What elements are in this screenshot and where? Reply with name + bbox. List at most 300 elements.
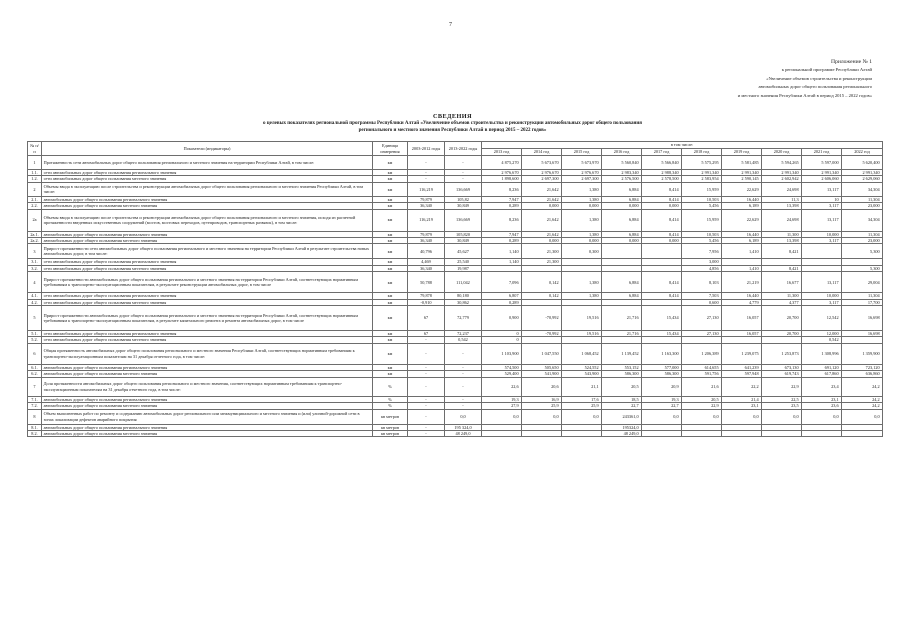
row-unit: км (373, 293, 408, 299)
row-name: сети автомобильных дорог общего пользования регионального значения (42, 331, 373, 337)
row-period-2: 72,237 (445, 331, 482, 337)
row-number: 6.1. (28, 364, 42, 370)
row-year-value: 1 103,900 (482, 343, 522, 364)
row-year-value: 2 991,340 (722, 170, 762, 176)
row-year-value: 24,2 (842, 403, 883, 409)
row-year-value: 1,140 (482, 244, 522, 259)
row-year-value: 0,000 (562, 238, 602, 244)
row-year-value: 3,117 (802, 238, 842, 244)
table-row (28, 377, 883, 396)
row-name: автомобильных дорог общего пользования местного значения (42, 371, 373, 377)
header-year: 2022 год (842, 149, 883, 156)
row-year-value: 11,304 (842, 293, 883, 299)
row-year-value: 0,000 (562, 203, 602, 209)
header-unit: Единица измерения (373, 142, 408, 156)
header-year: 2014 год (522, 149, 562, 156)
row-year-value: 1 308,996 (802, 343, 842, 364)
row-name: автомобильных дорог общего пользования местного значения (42, 238, 373, 244)
row-period-1: 50,788 (408, 272, 445, 293)
header-year: 2019 год (722, 149, 762, 156)
row-year-value: 15,959 (682, 182, 722, 196)
row-year-value: 22,9 (762, 377, 802, 396)
row-year-value: 21,716 (602, 331, 642, 337)
row-year-value: 10,000 (802, 293, 842, 299)
row-year-value: 12,542 (802, 306, 842, 331)
row-year-value: 529,400 (482, 371, 522, 377)
row-year-value: 4 875,270 (482, 156, 522, 170)
row-year-value: 8,236 (482, 209, 522, 231)
row-year-value: 5 560,840 (602, 156, 642, 170)
row-year-value: 0 (482, 337, 522, 343)
row-year-value: 0,000 (522, 238, 562, 244)
row-year-value: 23,5 (762, 403, 802, 409)
row-year-value: 597,948 (722, 371, 762, 377)
row-period-1: 40,796 (408, 244, 445, 259)
document-title: СВЕДЕНИЯ (432, 113, 473, 120)
row-year-value (762, 430, 802, 436)
row-year-value: 7,947 (482, 196, 522, 202)
row-year-value: 0,289 (482, 299, 522, 305)
row-number: 6 (28, 343, 42, 364)
row-unit: кв метров (373, 409, 408, 424)
document-subtitle-line: о целевых показателях региональной программы Республики Алтай «Увеличение объемов строительства и реконструкции автомобильных дорог общего пользования (263, 121, 642, 126)
row-name: автомобильных дорог общего пользования местного значения (42, 430, 373, 436)
row-year-value: 5 597,000 (802, 156, 842, 170)
row-unit: % (373, 377, 408, 396)
row-year-value: 3,117 (802, 299, 842, 305)
row-year-value: 5 581,485 (722, 156, 762, 170)
row-period-2: 30,849 (445, 238, 482, 244)
row-period-1: - (408, 430, 445, 436)
row-year-value: 6,189 (722, 203, 762, 209)
row-period-1: 67 (408, 306, 445, 331)
row-year-value: 1 206,389 (682, 343, 722, 364)
row-name: автомобильных дорог общего пользования регионального значения (42, 364, 373, 370)
row-year-value: 0,0 (562, 409, 602, 424)
row-year-value: 4,377 (762, 299, 802, 305)
row-period-2: 136,669 (445, 182, 482, 196)
row-number: 7.2. (28, 403, 42, 409)
header-year: 2015 год (562, 149, 602, 156)
row-year-value: 0,000 (602, 238, 642, 244)
row-period-2: - (445, 403, 482, 409)
row-year-value: 5,300 (842, 265, 883, 271)
row-period-1: 36,340 (408, 238, 445, 244)
row-year-value: 2 988,340 (642, 170, 682, 176)
appendix-line: «Увеличение объемов строительства и реконструкции (766, 75, 872, 81)
row-year-value: 21,300 (522, 259, 562, 265)
row-year-value: 1 359,900 (842, 343, 883, 364)
row-unit: км (373, 306, 408, 331)
row-year-value: 15,959 (682, 209, 722, 231)
document-heading (140, 113, 765, 134)
row-year-value: -70,992 (522, 331, 562, 337)
row-year-value: 2 976,670 (562, 170, 602, 176)
row-year-value: 1 253,873 (762, 343, 802, 364)
row-name: Доля протяженности автомобильных дорог общего пользования регионального и местного значения, соответствующих нормативным требованиям к транспортно-эксплуатационным показателям на 31 декабря отчетного года, в том числе: (42, 377, 373, 396)
row-year-value: 6,884 (602, 209, 642, 231)
row-period-2: 19,987 (445, 265, 482, 271)
row-period-1: 79,878 (408, 293, 445, 299)
row-period-2: 30,849 (445, 203, 482, 209)
appendix-line: к региональной программе Республики Алтай (781, 67, 872, 73)
row-year-value: 1,410 (722, 265, 762, 271)
row-unit: км (373, 196, 408, 202)
row-year-value: 2 602,942 (762, 176, 802, 182)
row-period-1: - (408, 377, 445, 396)
row-number: 5.2. (28, 337, 42, 343)
row-number: 2а.2. (28, 238, 42, 244)
row-year-value: 8,414 (642, 231, 682, 237)
row-period-1: 79,879 (408, 196, 445, 202)
row-period-1: - (408, 343, 445, 364)
row-name: автомобильных дорог общего пользования регионального значения (42, 196, 373, 202)
row-year-value: 20,9 (642, 377, 682, 396)
row-year-value: 13,117 (802, 182, 842, 196)
row-year-value: 21,642 (522, 209, 562, 231)
row-year-value: 13,117 (802, 209, 842, 231)
row-unit: км (373, 265, 408, 271)
row-year-value: 24,698 (762, 209, 802, 231)
row-unit: км (373, 244, 408, 259)
row-year-value: 0,0 (482, 409, 522, 424)
row-year-value: 6,884 (602, 272, 642, 293)
row-period-1: - (408, 396, 445, 402)
row-year-value: 16,057 (722, 331, 762, 337)
row-year-value: 2 697,300 (562, 176, 602, 182)
indicators-table (27, 141, 883, 437)
row-year-value: 586,300 (642, 371, 682, 377)
row-year-value: 10,503 (682, 231, 722, 237)
row-name: Прирост протяженности сети автомобильных дорог общего пользования регионального и местного значения на территории Республики Алтай в результате строительства новых автомобильных дорог, в том числе: (42, 244, 373, 259)
row-period-2: 105,820 (445, 231, 482, 237)
row-year-value: 27,130 (682, 306, 722, 331)
row-year-value: 0,142 (522, 293, 562, 299)
row-year-value: 16,440 (722, 293, 762, 299)
row-unit: % (373, 403, 408, 409)
row-number: 1.2. (28, 176, 42, 182)
row-period-1: 116,219 (408, 209, 445, 231)
row-period-1: - (408, 176, 445, 182)
row-year-value: 0,000 (602, 203, 642, 209)
row-year-value: 2 976,670 (522, 170, 562, 176)
row-year-value: 13,117 (802, 272, 842, 293)
row-period-2: 136,669 (445, 209, 482, 231)
table-row (28, 343, 883, 364)
row-year-value: 16,440 (722, 231, 762, 237)
row-year-value: 8,414 (642, 293, 682, 299)
row-year-value: 0,0 (762, 409, 802, 424)
row-year-value (642, 244, 682, 259)
row-year-value: 8,421 (762, 265, 802, 271)
row-year-value: 0,0 (522, 409, 562, 424)
row-year-value: 20,6 (522, 377, 562, 396)
row-number: 2а (28, 209, 42, 231)
row-name: Объемы ввода в эксплуатацию после строительства и реконструкции автомобильных дорог общего пользования регионального и местного значения, исходя из расчетной протяженности введенных искусственных сооружений (мостов, мостовых переходов, путепроводов, транспортных развязок), в том числе: (42, 209, 373, 231)
row-unit: км (373, 331, 408, 337)
row-year-value: 2 576,500 (602, 176, 642, 182)
row-year-value: 21,6 (682, 377, 722, 396)
row-year-value: 1,380 (562, 272, 602, 293)
row-unit: км (373, 238, 408, 244)
row-year-value: 0,0 (802, 409, 842, 424)
row-year-value: 20,5 (602, 377, 642, 396)
row-year-value: 23,1 (722, 403, 762, 409)
row-name: сети автомобильных дорог общего пользования регионального значения (42, 293, 373, 299)
row-period-2: 195 324,0 (445, 424, 482, 430)
row-year-value: 6,884 (602, 231, 642, 237)
row-name: сети автомобильных дорог общего пользования местного значения (42, 265, 373, 271)
row-year-value: 22,6 (482, 377, 522, 396)
row-year-value: 5 620,400 (842, 156, 883, 170)
row-unit: % (373, 396, 408, 402)
row-year-value: 21,642 (522, 231, 562, 237)
row-year-value: 12,000 (802, 331, 842, 337)
table-row (28, 272, 883, 293)
row-period-1: 4,469 (408, 259, 445, 265)
row-year-value: 34,304 (842, 209, 883, 231)
header-year: 2016 год (602, 149, 642, 156)
row-name: Протяженность сети автомобильных дорог общего пользования регионального и местного значения на территории Республики Алтай, в том числе: (42, 156, 373, 170)
row-year-value: 22,5 (762, 396, 802, 402)
row-year-value (802, 430, 842, 436)
row-number: 4.1. (28, 293, 42, 299)
row-name: Общая протяженность автомобильных дорог общего пользования регионального и местного значения Республики Алтай, соответствующих нормативным требованиям к транспортно-эксплуатационным показателям на 31 декабря отчетного года, в том числе: (42, 343, 373, 364)
row-period-2: 45,627 (445, 244, 482, 259)
row-year-value: 1,380 (562, 196, 602, 202)
row-year-value: 24,698 (762, 182, 802, 196)
row-unit: км (373, 364, 408, 370)
row-year-value: 586,300 (602, 371, 642, 377)
row-year-value: 19,516 (562, 331, 602, 337)
row-year-value: 16,698 (842, 306, 883, 331)
row-number: 2.1. (28, 196, 42, 202)
row-number: 1 (28, 156, 42, 170)
row-year-value: 2 606,060 (802, 176, 842, 182)
row-year-value: 673,130 (762, 364, 802, 370)
header-year: 2017 год (642, 149, 682, 156)
row-year-value: 5 566,840 (642, 156, 682, 170)
header-no: № п/п (28, 142, 42, 156)
row-name: автомобильных дорог общего пользования регионального значения (42, 424, 373, 430)
row-year-value: 16,677 (762, 272, 802, 293)
row-year-value: 1,410 (722, 244, 762, 259)
row-number: 2а.1. (28, 231, 42, 237)
row-period-1: 36,340 (408, 203, 445, 209)
row-year-value: 2 991,340 (682, 170, 722, 176)
row-year-value: 0,0 (642, 409, 682, 424)
row-year-value: 0,142 (522, 272, 562, 293)
row-year-value: 2 991,340 (762, 170, 802, 176)
row-year-value: 505,650 (522, 364, 562, 370)
row-year-value: 4,779 (722, 299, 762, 305)
row-period-2: 25,540 (445, 259, 482, 265)
row-year-value: 10,503 (682, 196, 722, 202)
row-year-value: 1,380 (562, 293, 602, 299)
row-year-value: 6,884 (602, 293, 642, 299)
row-unit: кв метров (373, 424, 408, 430)
header-including: в том числе: (482, 142, 883, 149)
row-period-1: - (408, 337, 445, 343)
table-row (28, 306, 883, 331)
row-year-value: 17,700 (842, 299, 883, 305)
row-year-value: 48 249,0 (602, 430, 642, 436)
row-number: 3.1. (28, 259, 42, 265)
row-year-value: 524,552 (562, 364, 602, 370)
row-period-2: 111,042 (445, 272, 482, 293)
row-year-value: 0,300 (562, 244, 602, 259)
row-year-value: 7,096 (482, 272, 522, 293)
row-year-value: 10,000 (802, 231, 842, 237)
row-year-value: 723,120 (842, 364, 883, 370)
row-year-value: 619,743 (762, 371, 802, 377)
row-year-value (562, 430, 602, 436)
row-year-value (802, 244, 842, 259)
row-year-value: 7,503 (682, 293, 722, 299)
row-year-value: 25,9 (522, 403, 562, 409)
row-year-value: 195324,0 (602, 424, 642, 430)
row-year-value: 2 583,954 (682, 176, 722, 182)
row-year-value: 5 673,670 (522, 156, 562, 170)
row-year-value: 18,5 (602, 396, 642, 402)
row-unit: км (373, 259, 408, 265)
row-year-value: 19,3 (482, 396, 522, 402)
row-number: 8.1. (28, 424, 42, 430)
row-year-value: 6,884 (602, 196, 642, 202)
row-period-2: - (445, 343, 482, 364)
row-year-value: 1 047,550 (522, 343, 562, 364)
row-name: сети автомобильных дорог общего пользования местного значения (42, 176, 373, 182)
row-unit: км (373, 209, 408, 231)
row-year-value: 10 (802, 196, 842, 202)
header-name: Показатели (индикаторы) (42, 142, 373, 156)
row-year-value: 16,440 (722, 196, 762, 202)
row-period-2: 72,779 (445, 306, 482, 331)
row-year-value: 15,434 (642, 306, 682, 331)
header-year: 2021 год (802, 149, 842, 156)
row-year-value: 8,414 (642, 272, 682, 293)
row-year-value: 1,380 (562, 231, 602, 237)
row-year-value: 0,000 (642, 203, 682, 209)
row-year-value: 21,642 (522, 196, 562, 202)
row-year-value: 4,856 (682, 265, 722, 271)
row-period-1: 67 (408, 331, 445, 337)
header-year: 2013 год (482, 149, 522, 156)
row-period-1: - (408, 409, 445, 424)
row-year-value: 2 991,340 (802, 170, 842, 176)
row-year-value: 1,380 (562, 209, 602, 231)
row-name: сети автомобильных дорог общего пользования местного значения (42, 337, 373, 343)
row-year-value: 5,456 (682, 238, 722, 244)
appendix-line: автомобильных дорог общего пользования регионального (758, 84, 872, 90)
header-period-1: 2003-2012 годы (408, 142, 445, 156)
row-year-value: 6,807 (482, 293, 522, 299)
row-year-value: 641,239 (722, 364, 762, 370)
table-row (28, 156, 883, 170)
row-period-1: - (408, 170, 445, 176)
row-period-2: - (445, 176, 482, 182)
row-year-value (842, 430, 883, 436)
row-unit: км (373, 371, 408, 377)
row-year-value: 11,304 (842, 196, 883, 202)
row-year-value: 3,117 (802, 203, 842, 209)
row-name: автомобильных дорог общего пользования местного значения (42, 203, 373, 209)
table-row (28, 182, 883, 196)
row-unit: кв метров (373, 430, 408, 436)
row-period-2: - (445, 377, 482, 396)
row-year-value: 20,700 (762, 331, 802, 337)
row-year-value: 7,947 (482, 231, 522, 237)
row-name: сети автомобильных дорог общего пользования регионального значения (42, 170, 373, 176)
row-number: 2.2. (28, 203, 42, 209)
row-year-value: 7,956 (682, 244, 722, 259)
row-year-value: 20,5 (682, 396, 722, 402)
row-period-2: 105,82 (445, 196, 482, 202)
header-year: 2020 год (762, 149, 802, 156)
row-year-value: 22,2 (722, 377, 762, 396)
row-year-value: 11,304 (842, 231, 883, 237)
row-year-value: 21,1 (562, 377, 602, 396)
row-year-value: 5 594,265 (762, 156, 802, 170)
page-number: 7 (449, 22, 452, 28)
row-year-value: 617,860 (802, 371, 842, 377)
row-year-value: 8,103 (682, 272, 722, 293)
row-unit: км (373, 156, 408, 170)
row-year-value: 22,7 (642, 403, 682, 409)
row-year-value: 636,860 (842, 371, 883, 377)
row-year-value: 24,2 (842, 396, 883, 402)
row-year-value: 8,421 (762, 244, 802, 259)
row-year-value: 23,6 (802, 403, 842, 409)
row-year-value: 0 (482, 331, 522, 337)
appendix-note (560, 58, 872, 100)
row-name: Объем выполненных работ по ремонту и содержанию автомобильных дорог регионального или межмуниципального и местного значения и (или) уличной-дорожной сети в зонах локализации дефектов аварийного покрытия (42, 409, 373, 424)
row-period-1: 36,340 (408, 265, 445, 271)
row-year-value: 2 991,340 (842, 170, 883, 176)
row-year-value: 0,0 (722, 409, 762, 424)
row-period-1: - (408, 364, 445, 370)
row-year-value: 2 629,060 (842, 176, 883, 182)
appendix-line: и местного значения Республики Алтай в период 2015 – 2022 годов» (737, 92, 872, 98)
row-name: автомобильных дорог общего пользования регионального значения (42, 396, 373, 402)
row-unit: км (373, 170, 408, 176)
row-year-value: 0,542 (802, 337, 842, 343)
row-year-value: 11,300 (762, 231, 802, 237)
row-year-value: 22,9 (682, 403, 722, 409)
row-year-value: 29,004 (842, 272, 883, 293)
row-period-1: - (408, 403, 445, 409)
row-year-value: 0,289 (482, 203, 522, 209)
row-number: 7 (28, 377, 42, 396)
row-year-value: 1,380 (562, 182, 602, 196)
row-year-value: 6,189 (722, 238, 762, 244)
row-year-value: 19,3 (642, 396, 682, 402)
row-year-value: 25,9 (562, 403, 602, 409)
row-name: Прирост протяженности автомобильных дорог общего пользования регионального и местного значения на территории Республики Алтай, соответствующих нормативным требованиям к транспортно-эксплуатационным показателям, в результате реконструкции автомобильных дорог, в том числе (42, 272, 373, 293)
row-period-2: - (445, 396, 482, 402)
row-year-value: 0,900 (482, 306, 522, 331)
row-year-value: 5,300 (842, 244, 883, 259)
row-year-value: 2 983,340 (602, 170, 642, 176)
row-year-value: 23,4 (802, 377, 842, 396)
row-year-value: 8,414 (642, 182, 682, 196)
row-year-value: 591,756 (682, 371, 722, 377)
row-year-value: 22,629 (722, 182, 762, 196)
row-year-value: 22,7 (602, 403, 642, 409)
row-period-1: - (408, 156, 445, 170)
row-year-value: 1 068,452 (562, 343, 602, 364)
row-year-value: 541,900 (522, 371, 562, 377)
